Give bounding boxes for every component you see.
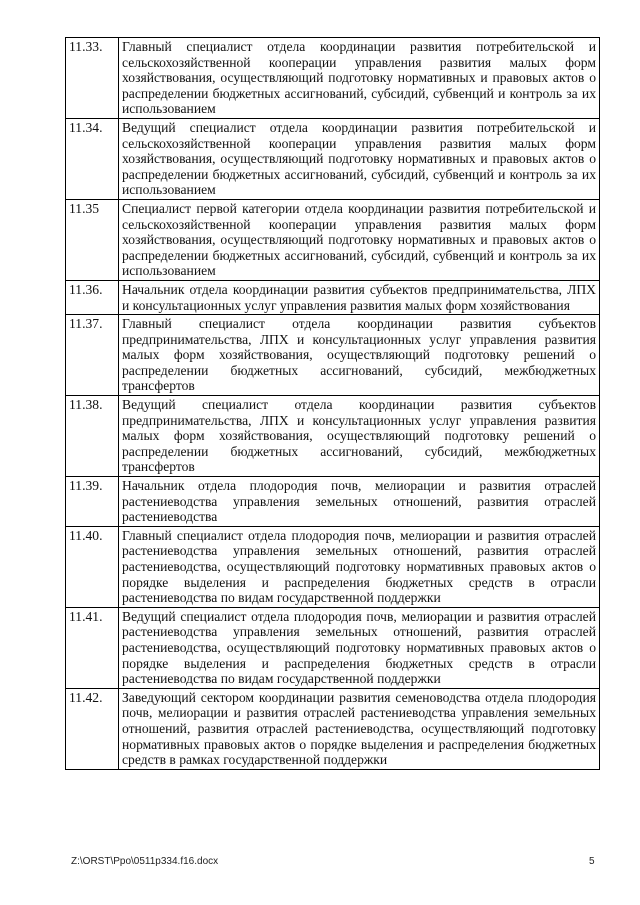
row-number: 11.33. — [66, 38, 119, 119]
row-text: Главный специалист отдела плодородия почв, мелиорации и развития отраслей растениеводства управления земельных отношений, развития отраслей растениеводства, осуществляющий подготовку нормативных правовых актов о порядке выделения и распределения бюджетных средств в отрасли растениеводства по видам государственной поддержки — [119, 526, 600, 607]
positions-table — [65, 37, 600, 770]
row-text: Начальник отдела координации развития субъектов предпринимательства, ЛПХ и консультационных услуг управления развития малых форм хозяйствования — [119, 280, 600, 314]
row-number: 11.42. — [66, 688, 119, 769]
row-number: 11.34. — [66, 118, 119, 199]
row-number: 11.40. — [66, 526, 119, 607]
table-row — [66, 38, 600, 119]
row-number: 11.37. — [66, 315, 119, 396]
table-row — [66, 199, 600, 280]
row-number: 11.35 — [66, 199, 119, 280]
footer-page-number: 5 — [589, 856, 595, 867]
row-text: Ведущий специалист отдела координации развития субъектов предпринимательства, ЛПХ и консультационных услуг управления развития малых форм хозяйствования, осуществляющий подготовку решений о распределении бюджетных ассигнований, субсидий, межбюджетных трансфертов — [119, 396, 600, 477]
row-text: Специалист первой категории отдела координации развития потребительской и сельскохозяйственной кооперации управления развития малых форм хозяйствования, осуществляющий подготовку нормативных и правовых актов о распределении бюджетных ассигнований, субсидий, субвенций и контроль за их использованием — [119, 199, 600, 280]
table-row — [66, 315, 600, 396]
table-row — [66, 526, 600, 607]
table-row — [66, 607, 600, 688]
table-row — [66, 477, 600, 527]
table-row — [66, 118, 600, 199]
row-text: Ведущий специалист отдела координации развития потребительской и сельскохозяйственной кооперации управления развития малых форм хозяйствования, осуществляющий подготовку нормативных и правовых актов о распределении бюджетных ассигнований, субсидий, субвенций и контроль за их использованием — [119, 118, 600, 199]
row-text: Главный специалист отдела координации развития потребительской и сельскохозяйственной кооперации управления развития малых форм хозяйствования, осуществляющий подготовку нормативных и правовых актов о распределении бюджетных ассигнований, субсидий, субвенций и контроль за их использованием — [119, 38, 600, 119]
row-text: Заведующий сектором координации развития семеноводства отдела плодородия почв, мелиорации и развития отраслей растениеводства управления земельных отношений, развития отраслей растениеводства, осуществляющий подготовку нормативных правовых актов о порядке выделения и распределения бюджетных средств в рамках государственной поддержки — [119, 688, 600, 769]
row-number: 11.41. — [66, 607, 119, 688]
table-row — [66, 280, 600, 314]
table-row — [66, 688, 600, 769]
row-text: Начальник отдела плодородия почв, мелиорации и развития отраслей растениеводства управления земельных отношений, развития отраслей растениеводства — [119, 477, 600, 527]
row-text: Ведущий специалист отдела плодородия почв, мелиорации и развития отраслей растениеводства управления земельных отношений, развития отраслей растениеводства, осуществляющий подготовку нормативных правовых актов о порядке выделения и распределения бюджетных средств в отрасли растениеводства по видам государственной поддержки — [119, 607, 600, 688]
row-number: 11.39. — [66, 477, 119, 527]
table-row — [66, 396, 600, 477]
footer-file-path: Z:\ORST\Ppo\0511p334.f16.docx — [71, 856, 219, 867]
row-number: 11.36. — [66, 280, 119, 314]
row-text: Главный специалист отдела координации развития субъектов предпринимательства, ЛПХ и консультационных услуг управления развития малых форм хозяйствования, осуществляющий подготовку решений о распределении бюджетных ассигнований, субсидий, межбюджетных трансфертов — [119, 315, 600, 396]
row-number: 11.38. — [66, 396, 119, 477]
